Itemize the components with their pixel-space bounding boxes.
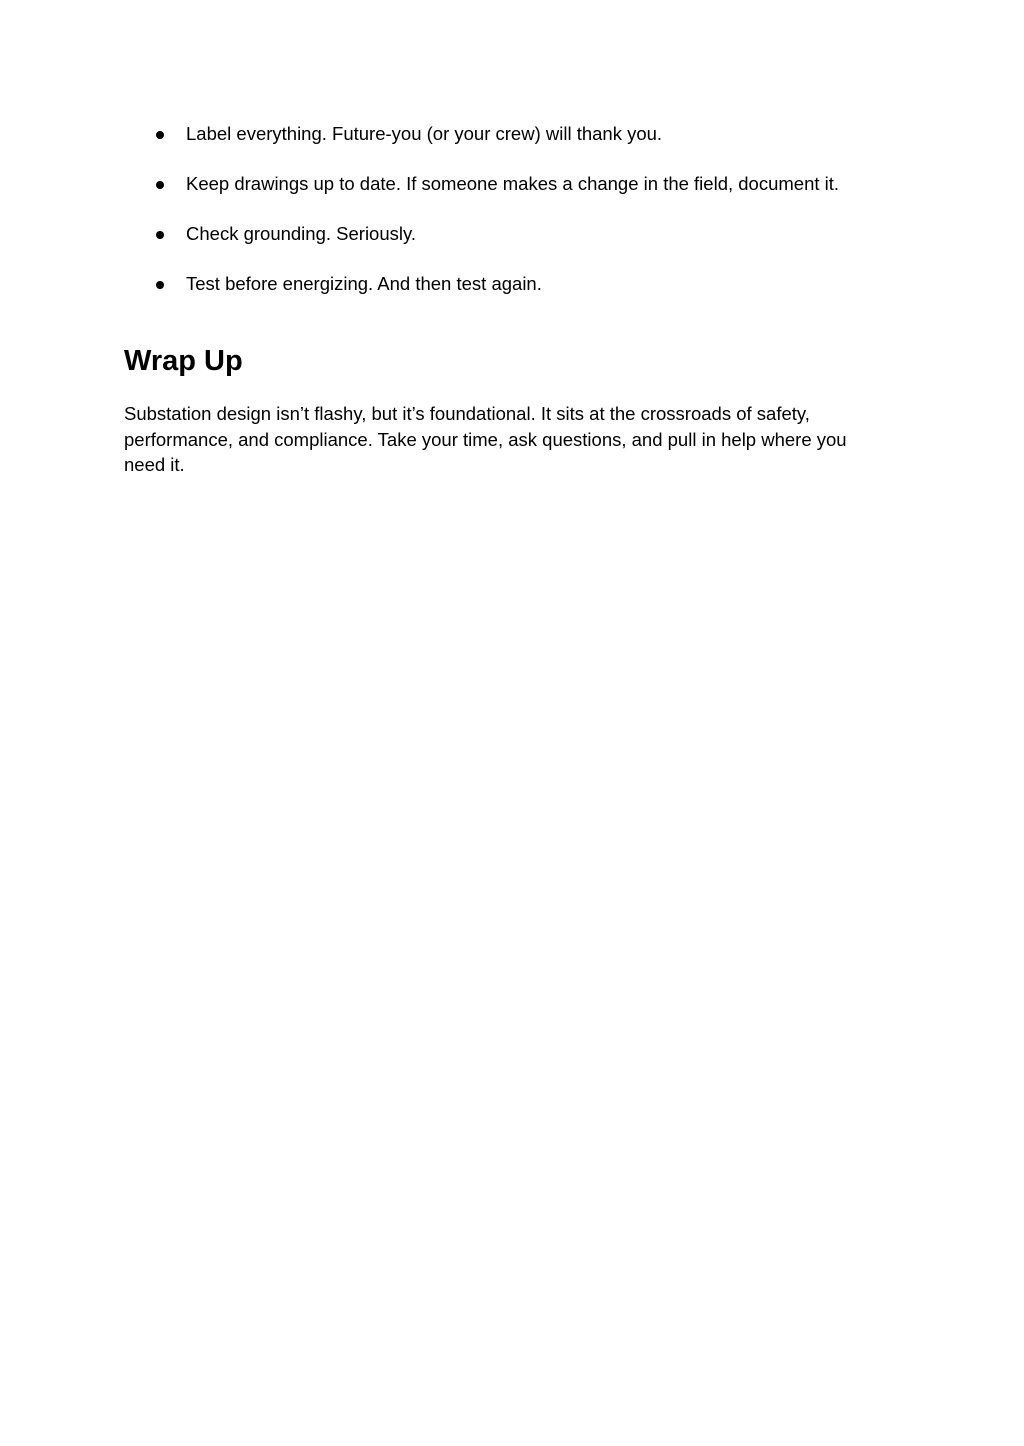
section-heading: Wrap Up bbox=[124, 345, 243, 377]
bullet-icon bbox=[156, 131, 164, 139]
tips-bullet-list bbox=[124, 121, 884, 321]
list-item bbox=[124, 171, 884, 221]
bullet-text: Test before energizing. And then test again. bbox=[186, 273, 542, 294]
list-item bbox=[124, 271, 884, 321]
body-paragraph: Substation design isn’t flashy, but it’s foundational. It sits at the crossroads of safety, performance, and compliance. Take your time, ask questions, and pull in help where you need it. bbox=[124, 403, 847, 475]
bullet-text: Label everything. Future-you (or your crew) will thank you. bbox=[186, 123, 663, 144]
list-item bbox=[124, 221, 884, 271]
bullet-text: Check grounding. Seriously. bbox=[186, 223, 417, 244]
list-item bbox=[124, 121, 884, 171]
bullet-icon bbox=[156, 181, 164, 189]
bullet-icon bbox=[156, 281, 164, 289]
bullet-text: Keep drawings up to date. If someone makes a change in the field, document it. bbox=[186, 173, 840, 194]
bullet-icon bbox=[156, 231, 164, 239]
